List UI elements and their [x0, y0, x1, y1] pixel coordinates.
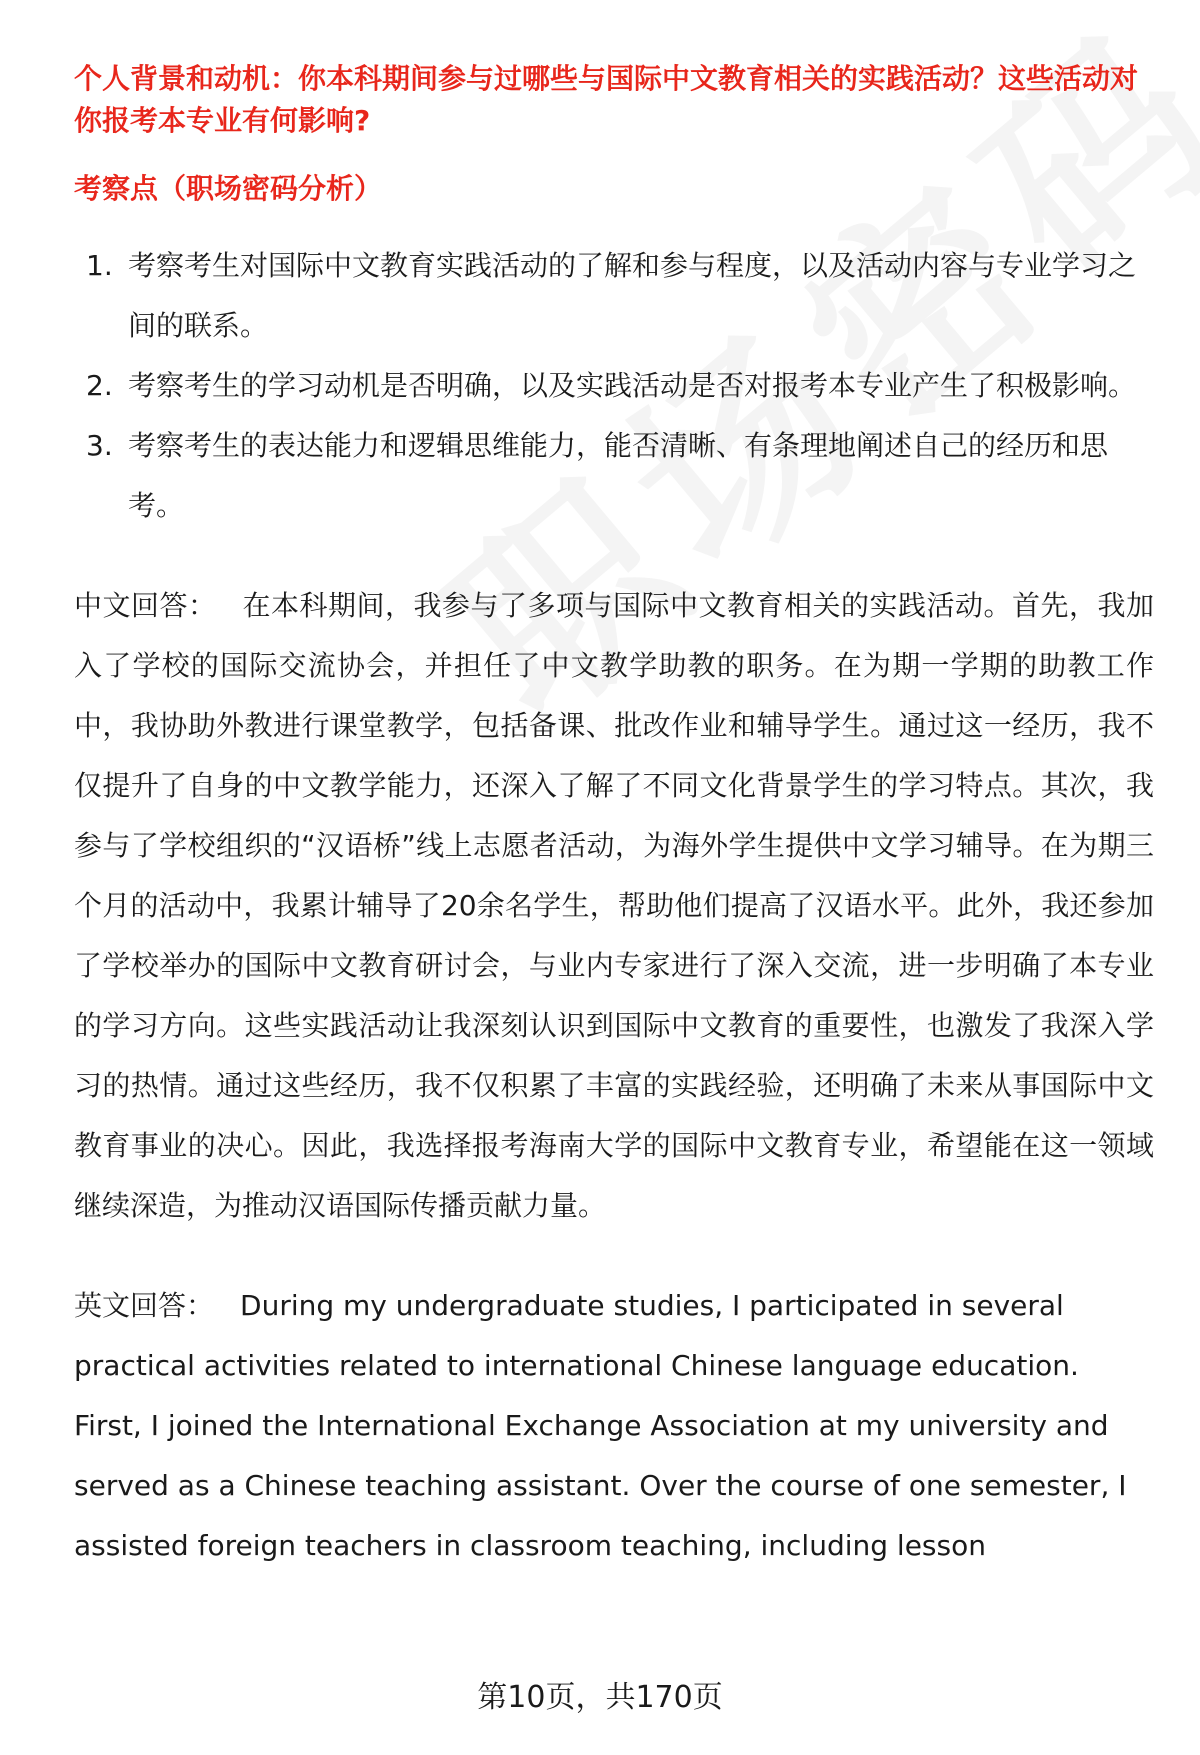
list-item-text: 考察考生对国际中文教育实践活动的了解和参与程度，以及活动内容与专业学习之间的联系。	[128, 249, 1137, 342]
list-item-number: 1.	[86, 249, 113, 282]
assessment-points-list	[74, 236, 1154, 536]
list-item	[74, 416, 1154, 536]
list-item-text: 考察考生的学习动机是否明确，以及实践活动是否对报考本专业产生了积极影响。	[128, 369, 1137, 402]
english-answer-paragraph	[74, 1276, 1154, 1576]
content-area	[74, 58, 1154, 1576]
list-item	[74, 236, 1154, 356]
list-item	[74, 356, 1154, 416]
list-item-text: 考察考生的表达能力和逻辑思维能力，能否清晰、有条理地阐述自己的经历和思考。	[128, 429, 1109, 522]
english-answer-text: During my undergraduate studies, I participated in several practical activities related to international Chinese language education. First, I joined the International Exchange Association at my university and served as a Chinese teaching assistant. Over the course of one semester, I assisted foreign teachers in classroom teaching, including lesson	[74, 1289, 1127, 1562]
chinese-answer-label: 中文回答：	[74, 589, 217, 622]
list-item-number: 3.	[86, 429, 113, 462]
list-item-number: 2.	[86, 369, 113, 402]
section-title: 考察点（职场密码分析）	[74, 172, 383, 205]
question-heading: 个人背景和动机：你本科期间参与过哪些与国际中文教育相关的实践活动？这些活动对你报考本专业有何影响?	[74, 62, 1139, 137]
chinese-answer-text: 在本科期间，我参与了多项与国际中文教育相关的实践活动。首先，我加入了学校的国际交流协会，并担任了中文教学助教的职务。在为期一学期的助教工作中，我协助外教进行课堂教学，包括备课、批改作业和辅导学生。通过这一经历，我不仅提升了自身的中文教学能力，还深入了解了不同文化背景学生的学习特点。其次，我参与了学校组织的“汉语桥”线上志愿者活动，为海外学生提供中文学习辅导。在为期三个月的活动中，我累计辅导了20余名学生，帮助他们提高了汉语水平。此外，我还参加了学校举办的国际中文教育研讨会，与业内专家进行了深入交流，进一步明确了本专业的学习方向。这些实践活动让我深刻认识到国际中文教育的重要性，也激发了我深入学习的热情。通过这些经历，我不仅积累了丰富的实践经验，还明确了未来从事国际中文教育事业的决心。因此，我选择报考海南大学的国际中文教育专业，希望能在这一领域继续深造，为推动汉语国际传播贡献力量。	[74, 589, 1154, 1222]
chinese-answer-paragraph	[74, 576, 1154, 1236]
page-number-footer: 第10页，共170页	[477, 1680, 723, 1715]
english-answer-label: 英文回答：	[74, 1289, 215, 1322]
